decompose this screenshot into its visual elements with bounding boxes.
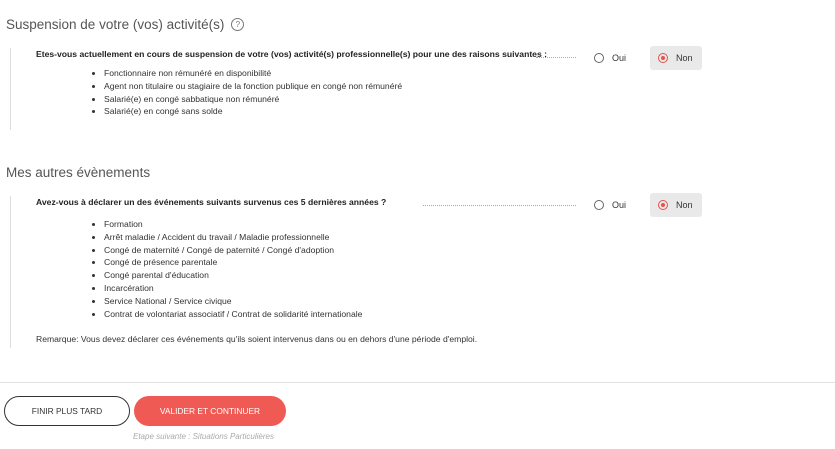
- oui-label: Oui: [611, 53, 626, 63]
- list-item: • Congé de maternité / Congé de paternité / Congé d'adoption: [104, 244, 576, 257]
- list-item: • Congé de présence parentale: [104, 256, 576, 269]
- footer-divider: [0, 382, 835, 383]
- suspension-question-text: Etes-vous actuellement en cours de suspension de votre (vos) activité(s) professionnelle(s) pour une des raisons suivantes :: [36, 49, 547, 59]
- oui-label: Oui: [611, 200, 626, 210]
- radio-circle-icon: [594, 53, 604, 63]
- non-label: Non: [676, 200, 693, 210]
- suspension-title-text: Suspension de votre (vos) activité(s): [6, 17, 225, 32]
- suspension-section-title: [6, 17, 244, 32]
- events-list: [36, 218, 576, 320]
- radio-checked-icon: [658, 53, 668, 63]
- list-item: • Arrêt maladie / Accident du travail / Maladie professionnelle: [104, 231, 576, 244]
- list-item: • Congé parental d'éducation: [104, 269, 576, 282]
- list-item: • Formation: [104, 218, 576, 231]
- non-label: Non: [676, 53, 693, 63]
- list-item: • Agent non titulaire ou stagiaire de la fonction publique en congé non rémunéré: [104, 80, 576, 93]
- suspension-radio-group: [586, 46, 702, 70]
- events-non-radio[interactable]: [650, 193, 702, 217]
- suspension-non-radio[interactable]: [650, 46, 702, 70]
- finish-later-button[interactable]: FINIR PLUS TARD: [4, 396, 130, 426]
- events-question-block: [10, 196, 576, 348]
- events-question: [36, 196, 576, 209]
- events-title-text: Mes autres évènements: [6, 165, 151, 180]
- radio-checked-icon: [658, 200, 668, 210]
- help-icon[interactable]: ?: [231, 18, 244, 31]
- list-item: • Salarié(e) en congé sans solde: [104, 105, 576, 118]
- radio-circle-icon: [594, 200, 604, 210]
- suspension-question: [36, 48, 576, 61]
- suspension-question-block: [10, 48, 576, 130]
- events-remark: Remarque: Vous devez déclarer ces événements qu'ils soient intervenus dans ou en dehors d'une période d'emploi.: [36, 334, 478, 345]
- list-item: • Incarcération: [104, 282, 576, 295]
- suspension-reasons-list: [36, 67, 576, 118]
- list-item: • Salarié(e) en congé sabbatique non rémunéré: [104, 93, 576, 106]
- validate-continue-button[interactable]: VALIDER ET CONTINUER: [134, 396, 286, 426]
- dotted-leader: [536, 57, 576, 58]
- events-oui-radio[interactable]: [586, 193, 634, 217]
- events-question-text: Avez-vous à déclarer un des événements suivants survenus ces 5 dernières années ?: [36, 197, 387, 207]
- list-item: • Contrat de volontariat associatif / Contrat de solidarité internationale: [104, 308, 576, 321]
- next-step-hint: Etape suivante : Situations Particulières: [133, 432, 274, 441]
- list-item: • Fonctionnaire non rémunéré en disponibilité: [104, 67, 576, 80]
- dotted-leader: [423, 205, 576, 206]
- events-section-title: [6, 165, 150, 180]
- list-item: • Service National / Service civique: [104, 295, 576, 308]
- events-radio-group: [586, 193, 702, 217]
- suspension-oui-radio[interactable]: [586, 46, 634, 70]
